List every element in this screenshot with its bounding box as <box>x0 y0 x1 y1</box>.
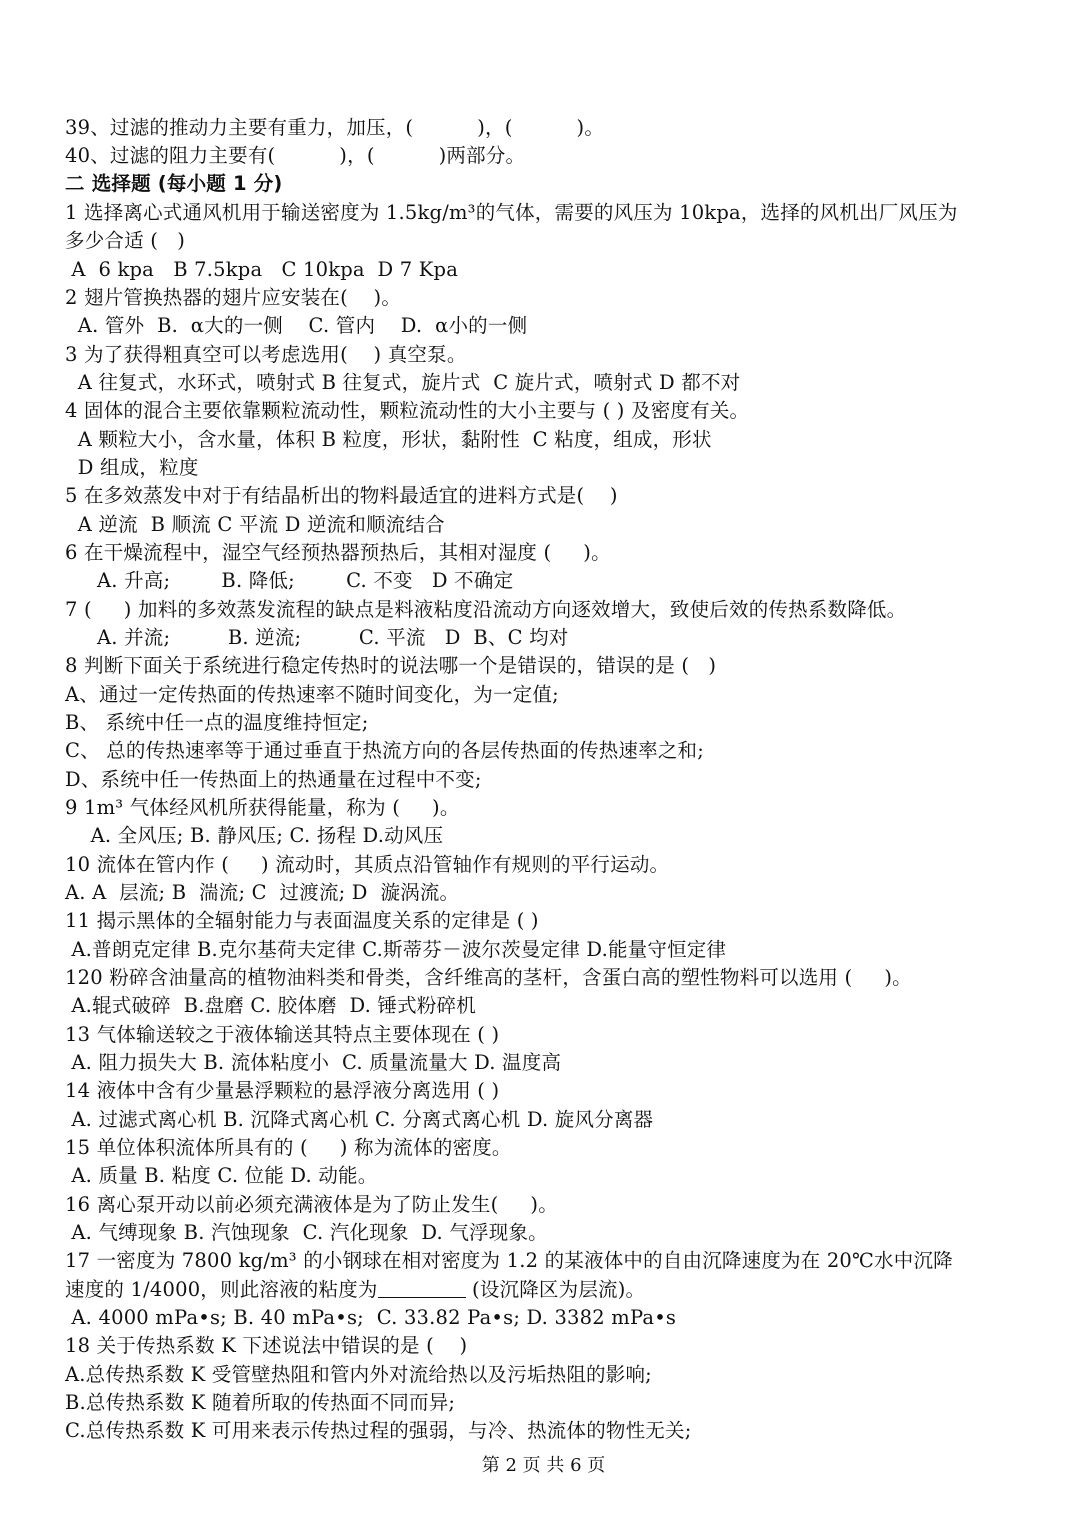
answer-blank <box>378 1277 466 1298</box>
question-40: 40、过滤的阻力主要有( )，( )两部分。 <box>65 144 526 167</box>
question-5-options: A 逆流 B 顺流 C 平流 D 逆流和顺流结合 <box>65 513 445 536</box>
question-11-options: A.普朗克定律 B.克尔基荷夫定律 C.斯蒂芬－波尔茨曼定律 D.能量守恒定律 <box>65 938 727 961</box>
question-18: 18 关于传热系数 K 下述说法中错误的是 ( ) <box>65 1334 468 1357</box>
question-14: 14 液体中含有少量悬浮颗粒的悬浮液分离选用 ( ) <box>65 1079 500 1102</box>
question-3-options: A 往复式，水环式，喷射式 B 往复式，旋片式 C 旋片式，喷射式 D 都不对 <box>65 371 741 394</box>
question-12-options: A.辊式破碎 B.盘磨 C. 胶体磨 D. 锤式粉碎机 <box>65 994 476 1017</box>
question-8-option-a: A、通过一定传热面的传热速率不随时间变化，为一定值; <box>65 683 559 706</box>
question-2-options: A. 管外 B. α大的一侧 C. 管内 D. α小的一侧 <box>65 314 528 337</box>
question-16-options: A. 气缚现象 B. 汽蚀现象 C. 汽化现象 D. 气浮现象。 <box>65 1221 548 1244</box>
question-12: 120 粉碎含油量高的植物油料类和骨类，含纤维高的茎杆，含蛋白高的塑性物料可以选用 ( )。 <box>65 966 912 989</box>
question-13-options: A. 阻力损失大 B. 流体粘度小 C. 质量流量大 D. 温度高 <box>65 1051 562 1074</box>
question-8-option-b: B、 系统中任一点的温度维持恒定; <box>65 711 369 734</box>
question-6-options: A. 升高; B. 降低; C. 不变 D 不确定 <box>65 569 514 592</box>
question-39: 39、过滤的推动力主要有重力，加压，( )，( )。 <box>65 116 605 139</box>
question-17-continued <box>65 1276 645 1304</box>
question-8-option-c: C、 总的传热速率等于通过垂直于热流方向的各层传热面的传热速率之和; <box>65 739 704 762</box>
question-14-options: A. 过滤式离心机 B. 沉降式离心机 C. 分离式离心机 D. 旋风分离器 <box>65 1108 654 1131</box>
question-7-options: A. 并流; B. 逆流; C. 平流 D B、C 均对 <box>65 626 569 649</box>
question-8-option-d: D、系统中任一传热面上的热通量在过程中不变; <box>65 768 482 791</box>
question-2: 2 翅片管换热器的翅片应安装在( )。 <box>65 286 402 309</box>
question-10-options: A. A 层流; B 湍流; C 过渡流; D 漩涡流。 <box>65 881 460 904</box>
question-17-options: A. 4000 mPa•s; B. 40 mPa•s; C. 33.82 Pa•s; D. 3382 mPa•s <box>65 1306 677 1329</box>
question-1: 1 选择离心式通风机用于输送密度为 1.5kg/m³的气体，需要的风压为 10kpa，选择的风机出厂风压为 <box>65 201 958 224</box>
question-13: 13 气体输送较之于液体输送其特点主要体现在 ( ) <box>65 1023 500 1046</box>
question-18-option-a: A.总传热系数 K 受管壁热阻和管内外对流给热以及污垢热阻的影响; <box>65 1363 652 1386</box>
question-3: 3 为了获得粗真空可以考虑选用( ) 真空泵。 <box>65 343 467 366</box>
question-9-options: A. 全风压; B. 静风压; C. 扬程 D.动风压 <box>65 824 444 847</box>
question-18-option-b: B.总传热系数 K 随着所取的传热面不同而异; <box>65 1391 456 1414</box>
question-8: 8 判断下面关于系统进行稳定传热时的说法哪一个是错误的，错误的是 ( ) <box>65 654 717 677</box>
page-number: 第 2 页 共 6 页 <box>481 1455 606 1476</box>
question-15: 15 单位体积流体所具有的 ( ) 称为流体的密度。 <box>65 1136 512 1159</box>
question-11: 11 揭示黑体的全辐射能力与表面温度关系的定律是 ( ) <box>65 909 539 932</box>
section-title: 二 选择题 (每小题 1 分) <box>65 172 283 195</box>
question-15-options: A. 质量 B. 粘度 C. 位能 D. 动能。 <box>65 1164 378 1187</box>
question-17-text-before-blank: 速度的 1/4000，则此溶液的粘度为 <box>65 1278 378 1301</box>
question-1-options: A 6 kpa B 7.5kpa C 10kpa D 7 Kpa <box>65 258 459 281</box>
question-9: 9 1m³ 气体经风机所获得能量，称为 ( )。 <box>65 796 460 819</box>
question-10: 10 流体在管内作 ( ) 流动时，其质点沿管轴作有规则的平行运动。 <box>65 853 670 876</box>
question-16: 16 离心泵开动以前必须充满液体是为了防止发生( )。 <box>65 1193 558 1216</box>
question-4-options-continued: D 组成，粒度 <box>65 456 199 479</box>
question-6: 6 在干燥流程中，湿空气经预热器预热后，其相对湿度 ( )。 <box>65 541 611 564</box>
question-7: 7 ( ) 加料的多效蒸发流程的缺点是料液粘度沿流动方向逐效增大，致使后效的传热系数降低。 <box>65 598 907 621</box>
question-4-options: A 颗粒大小，含水量，体积 B 粒度，形状，黏附性 C 粘度，组成，形状 <box>65 428 712 451</box>
question-5: 5 在多效蒸发中对于有结晶析出的物料最适宜的进料方式是( ) <box>65 484 618 507</box>
question-17-text-after-blank: (设沉降区为层流)。 <box>465 1278 646 1301</box>
question-17: 17 一密度为 7800 kg/m³ 的小钢球在相对密度为 1.2 的某液体中的自由沉降速度为在 20℃水中沉降 <box>65 1249 953 1272</box>
question-1-continued: 多少合适 ( ) <box>65 229 186 252</box>
question-4: 4 固体的混合主要依靠颗粒流动性，颗粒流动性的大小主要与 ( ) 及密度有关。 <box>65 399 750 422</box>
question-18-option-c: C.总传热系数 K 可用来表示传热过程的强弱，与冷、热流体的物性无关; <box>65 1419 692 1442</box>
